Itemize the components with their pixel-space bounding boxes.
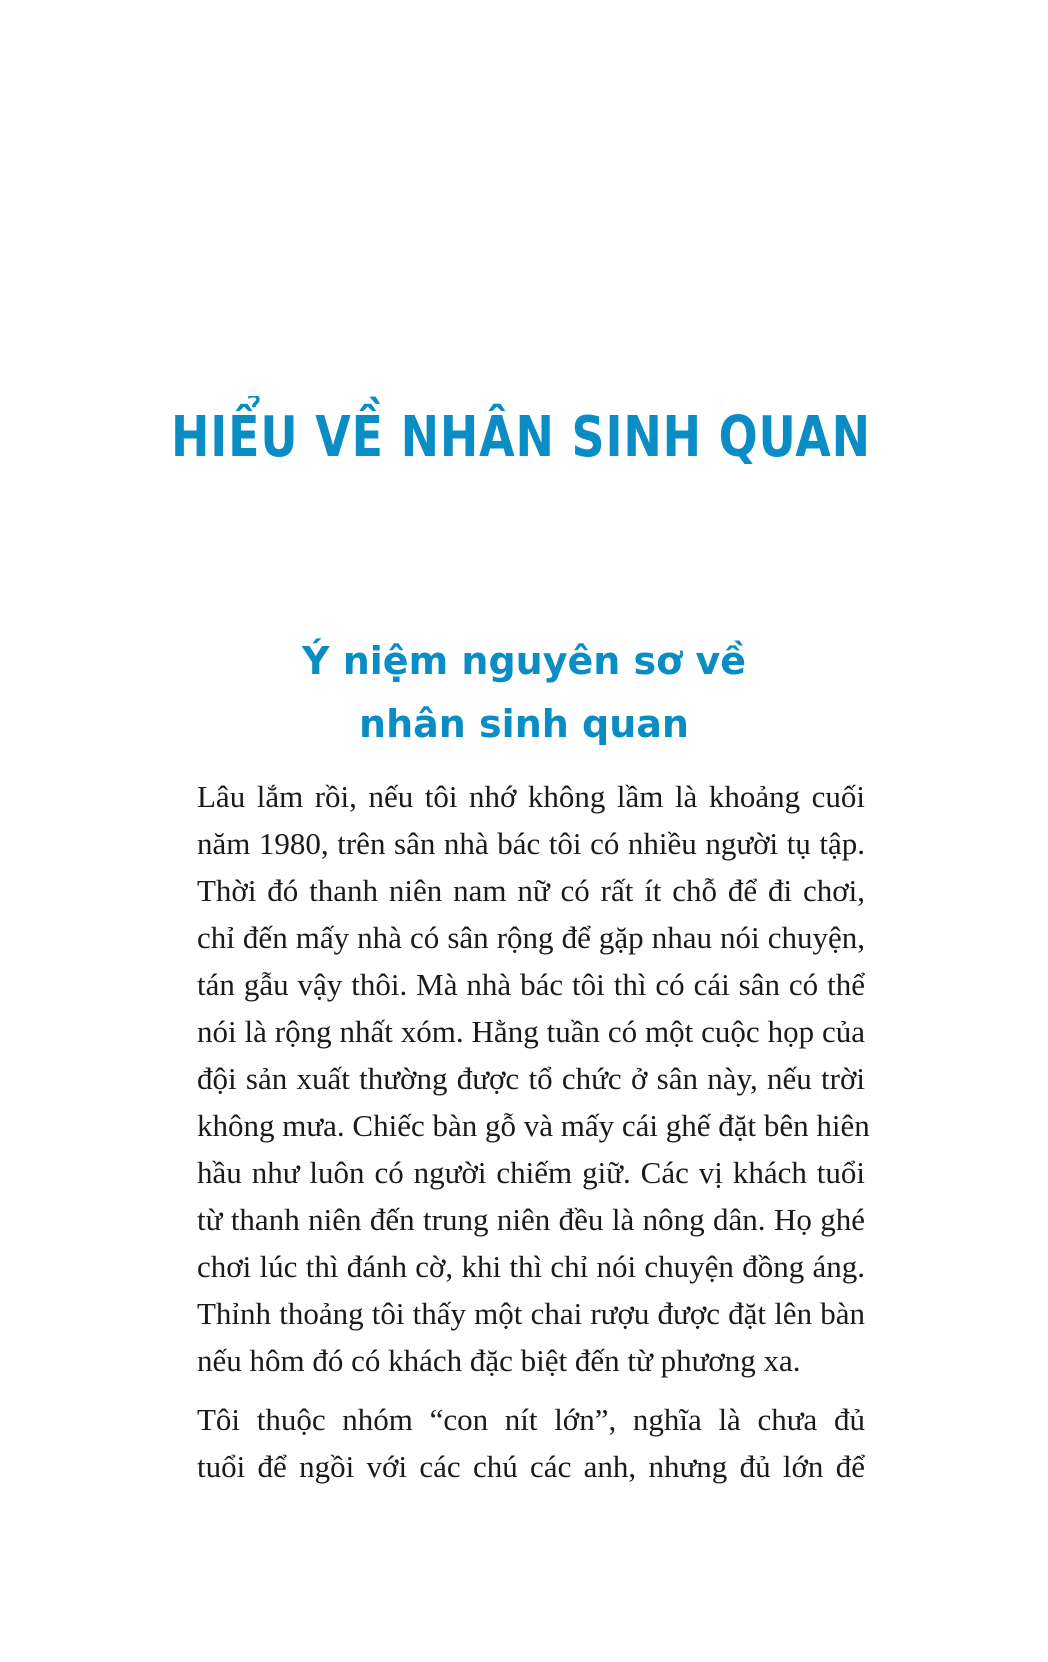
text-line: chỉ đến mấy nhà có sân rộng để gặp nhau nói chuyện,: [197, 920, 865, 955]
text-line: nói là rộng nhất xóm. Hằng tuần có một cuộc họp của: [197, 1014, 865, 1049]
text-line: chơi lúc thì đánh cờ, khi thì chỉ nói chuyện đồng áng.: [197, 1249, 865, 1284]
text-line: tán gẫu vậy thôi. Mà nhà bác tôi thì có cái sân có thể: [197, 967, 865, 1002]
section-title-line-2: nhân sinh quan: [359, 701, 689, 746]
text-line: hầu như luôn có người chiếm giữ. Các vị khách tuổi: [197, 1155, 865, 1190]
section-title-line-1: Ý niệm nguyên sơ về: [301, 638, 747, 683]
text-line: nếu hôm đó có khách đặc biệt đến từ phương xa.: [197, 1343, 801, 1378]
text-line: Lâu lắm rồi, nếu tôi nhớ không lầm là khoảng cuối: [197, 779, 865, 814]
text-line: Thời đó thanh niên nam nữ có rất ít chỗ để đi chơi,: [197, 873, 865, 908]
text-line: Thỉnh thoảng tôi thấy một chai rượu được đặt lên bàn: [197, 1296, 865, 1331]
section-title: [0, 630, 1048, 756]
text-line: từ thanh niên đến trung niên đều là nông dân. Họ ghé: [197, 1202, 865, 1237]
text-line: Tôi thuộc nhóm “con nít lớn”, nghĩa là chưa đủ: [197, 1402, 865, 1437]
text-line: đội sản xuất thường được tổ chức ở sân này, nếu trời: [197, 1061, 865, 1096]
chapter-title: HIỂU VỀ NHÂN SINH QUAN: [171, 404, 871, 470]
text-line: không mưa. Chiếc bàn gỗ và mấy cái ghế đặt bên hiên: [197, 1108, 870, 1143]
text-line: năm 1980, trên sân nhà bác tôi có nhiều người tụ tập.: [197, 826, 865, 861]
text-line: tuổi để ngồi với các chú các anh, nhưng đủ lớn để: [197, 1449, 865, 1484]
body-text: [157, 773, 870, 1490]
paragraph-1: [157, 773, 870, 1384]
paragraph-2: [157, 1396, 865, 1490]
